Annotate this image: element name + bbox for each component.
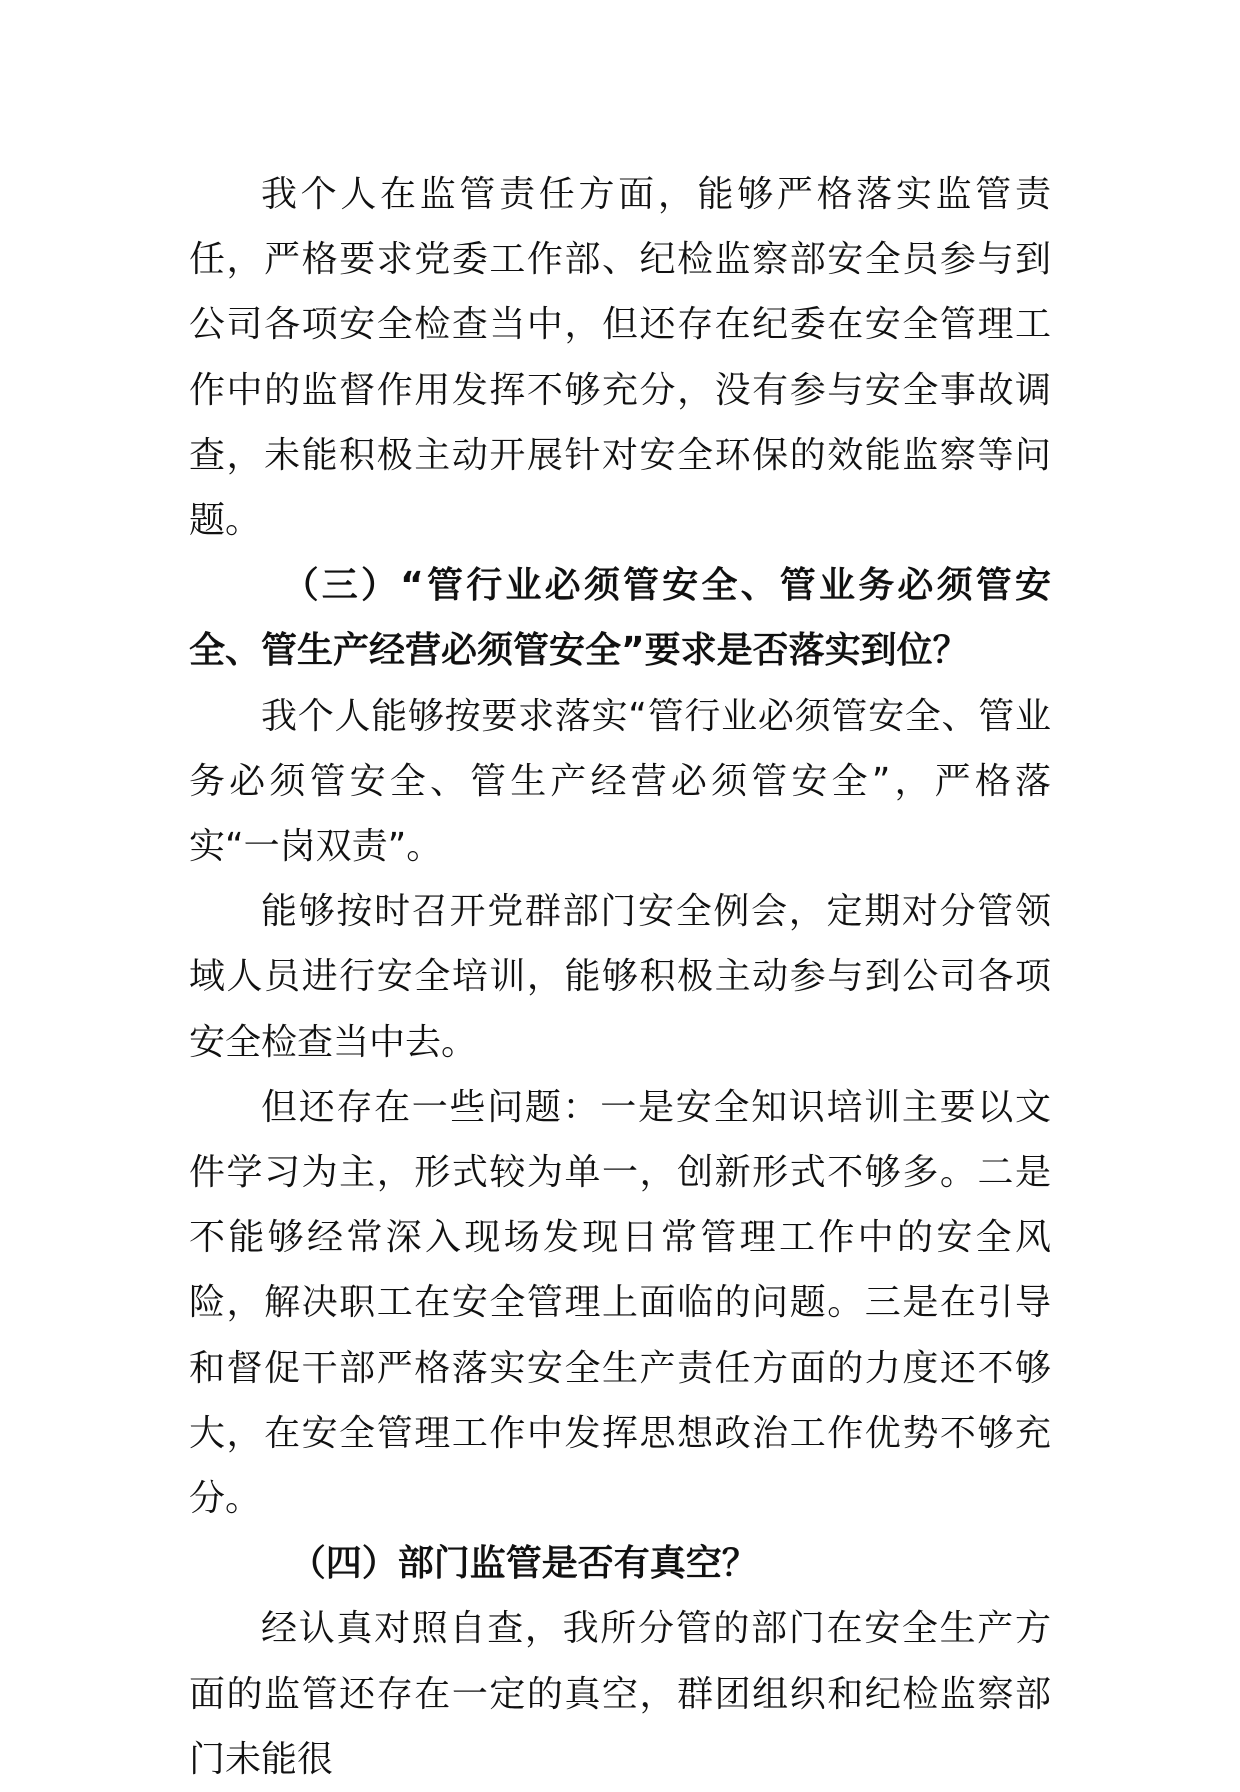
paragraph-three-responsibilities: 我个人能够按要求落实“管行业必须管安全、管业务必须管安全、管生产经营必须管安全”，严格落实“一岗双责”。	[189, 695, 1051, 868]
section-heading-three: （三）“管行业必须管安全、管业务必须管安全、管生产经营必须管安全”要求是否落实到位？	[189, 565, 1051, 672]
section-heading-four: （四）部门监管是否有真空？	[289, 1543, 758, 1585]
paragraph-self-check: 经认真对照自查，我所分管的部门在安全生产方面的监管还存在一定的真空，群团组织和纪检监察部门未能很	[189, 1608, 1051, 1780]
paragraph-supervision-responsibility: 我个人在监管责任方面，能够严格落实监管责任，严格要求党委工作部、纪检监察部安全员参与到公司各项安全检查当中，但还存在纪委在安全管理工作中的监督作用发挥不够充分，没有参与安全事故调查，未能积极主动开展针对安全环保的效能监察等问题。	[189, 174, 1051, 542]
paragraph-safety-meetings: 能够按时召开党群部门安全例会，定期对分管领域人员进行安全培训，能够积极主动参与到公司各项安全检查当中去。	[189, 891, 1051, 1063]
document-body	[189, 162, 1051, 1792]
paragraph-problems: 但还存在一些问题：一是安全知识培训主要以文件学习为主，形式较为单一，创新形式不够多。二是不能够经常深入现场发现日常管理工作中的安全风险，解决职工在安全管理上面临的问题。三是在引导和督促干部严格落实安全生产责任方面的力度还不够大，在安全管理工作中发挥思想政治工作优势不够充分。	[189, 1086, 1051, 1520]
